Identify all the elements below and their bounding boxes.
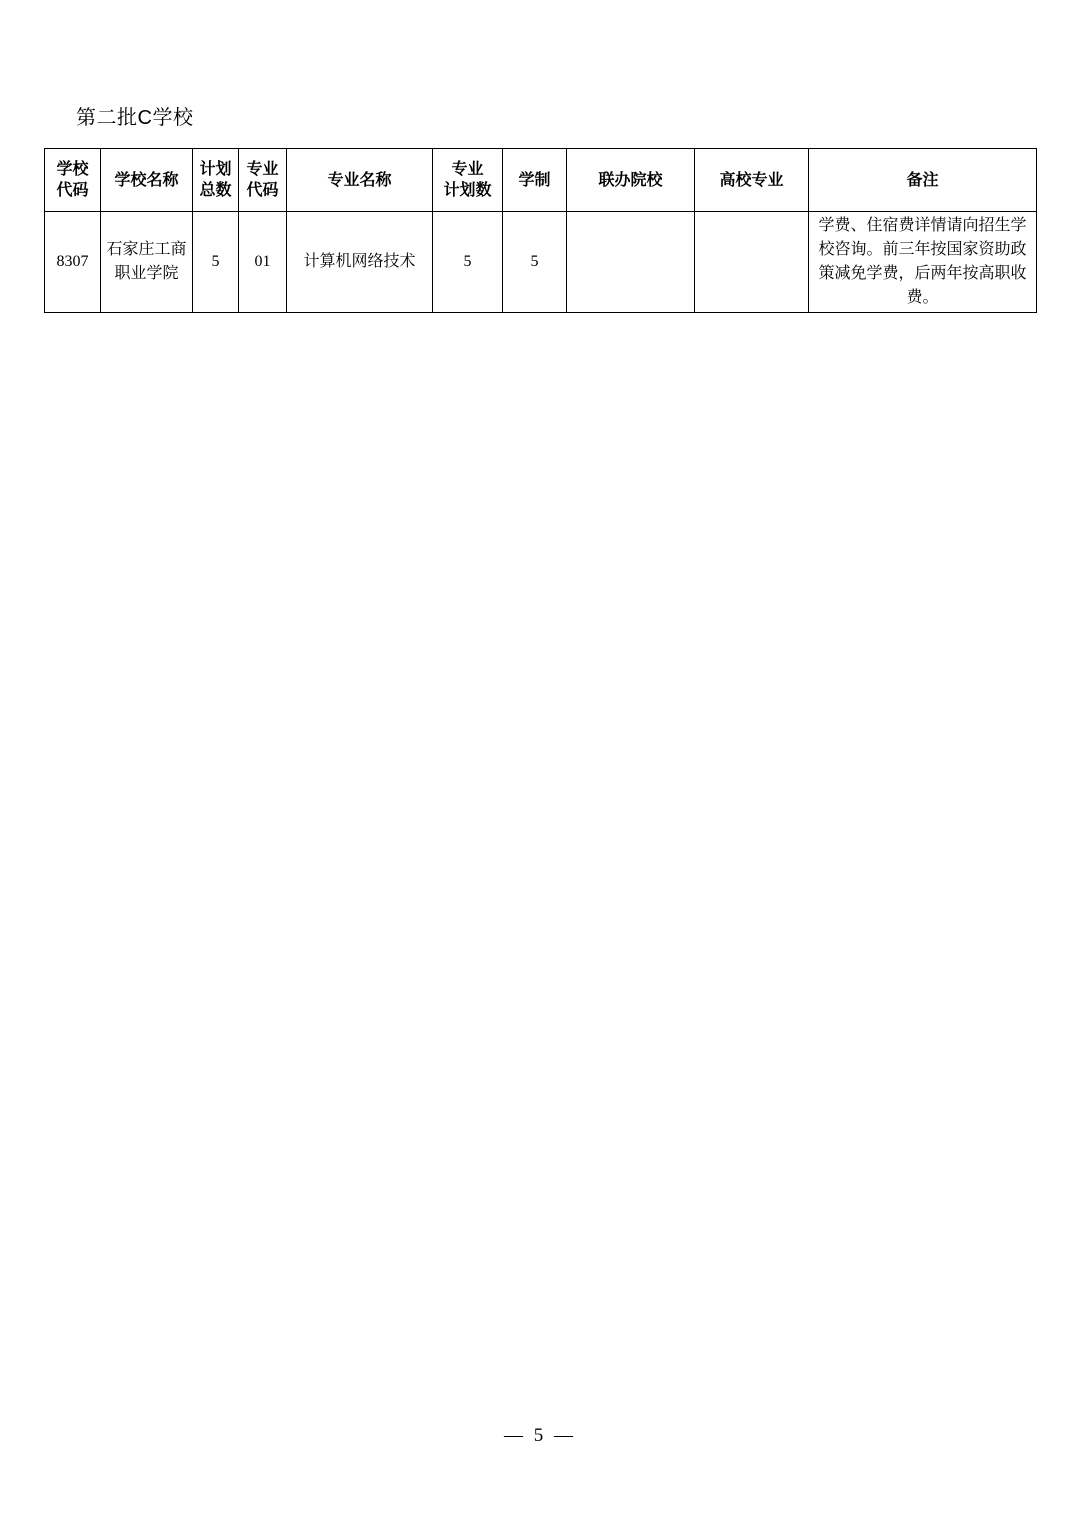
column-header-joint-college: 联办院校 (567, 149, 695, 212)
column-header-school-code-line1: 学校 (56, 161, 89, 178)
column-header-years: 学制 (503, 149, 567, 212)
column-header-major-code (239, 149, 287, 212)
cell-university-major (695, 212, 809, 313)
column-header-major-code-line1: 专业 (246, 161, 279, 178)
table-header-row (45, 149, 1037, 212)
column-header-plan-total-line2: 总数 (199, 182, 232, 199)
column-header-school-code (45, 149, 101, 212)
column-header-major-code-line2: 代码 (246, 182, 279, 199)
cell-school-code: 8307 (45, 212, 101, 313)
column-header-major-name: 专业名称 (287, 149, 433, 212)
column-header-plan-total-line1: 计划 (199, 161, 232, 178)
cell-major-code: 01 (239, 212, 287, 313)
column-header-major-plan (433, 149, 503, 212)
cell-school-name: 石家庄工商职业学院 (101, 212, 193, 313)
column-header-university-major: 高校专业 (695, 149, 809, 212)
enrollment-plan-table (44, 148, 1037, 313)
cell-major-name: 计算机网络技术 (287, 212, 433, 313)
column-header-school-code-line2: 代码 (56, 182, 89, 199)
column-header-major-plan-line1: 专业 (451, 161, 484, 178)
column-header-school-name: 学校名称 (101, 149, 193, 212)
cell-years: 5 (503, 212, 567, 313)
cell-remark: 学费、住宿费详情请向招生学校咨询。前三年按国家资助政策减免学费，后两年按高职收费。 (809, 212, 1037, 313)
page-number: — 5 — (504, 1425, 576, 1446)
table-row (45, 212, 1037, 313)
column-header-remark: 备注 (809, 149, 1037, 212)
column-header-major-plan-line2: 计划数 (443, 182, 492, 199)
cell-plan-total: 5 (193, 212, 239, 313)
cell-joint-college (567, 212, 695, 313)
cell-major-plan: 5 (433, 212, 503, 313)
column-header-plan-total (193, 149, 239, 212)
page-title: 第二批C学校 (76, 107, 194, 129)
